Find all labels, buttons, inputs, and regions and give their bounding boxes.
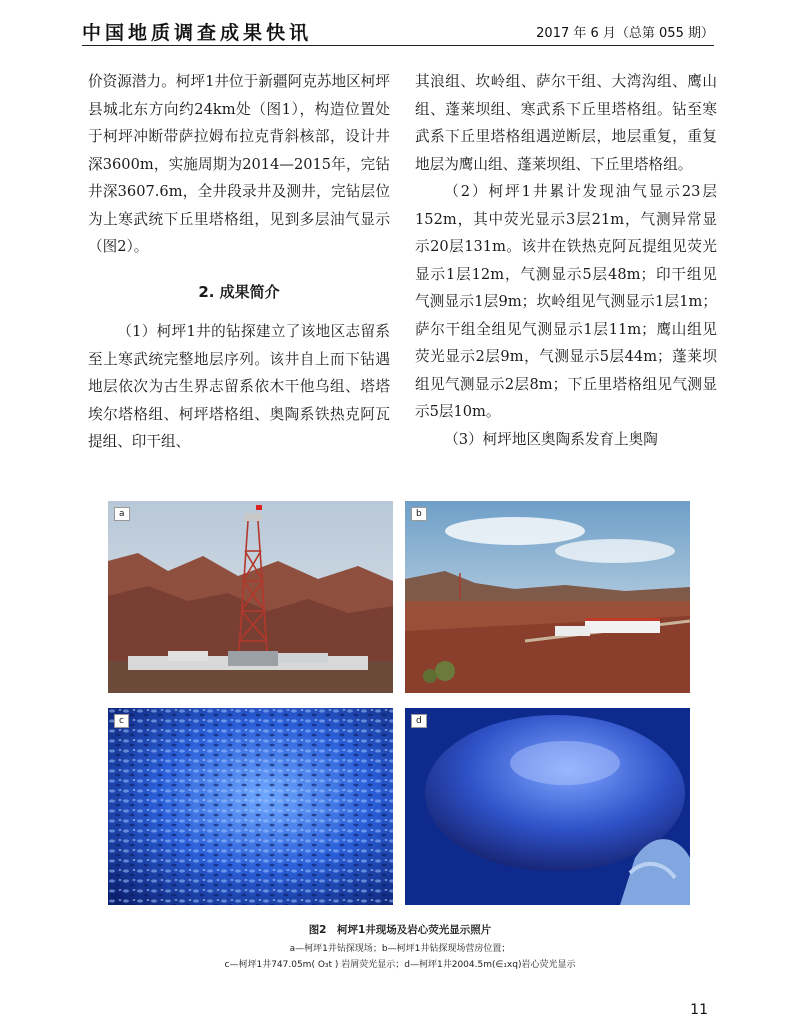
drilling-rig-illustration: [108, 501, 393, 693]
panel-c-label: c: [114, 714, 129, 728]
right-paragraph-3: （3）柯坪地区奥陶系发育上奥陶: [444, 430, 658, 448]
page-number: 11: [690, 1002, 708, 1018]
right-paragraph-1: 其浪组、坎岭组、萨尔干组、大湾沟组、鹰山组、蓬莱坝组、寒武系下丘里塔格组。钻至寒武系下丘里塔格组遇逆断层，地层重复，重复地层为鹰山组、蓬莱坝组、下丘里塔格组。: [415, 73, 717, 173]
panel-d-label: d: [411, 714, 427, 728]
figure-caption-line-2: c—柯坪1井747.05m( O₃t ) 岩屑荧光显示；d—柯坪1井2004.5m(∈₁xq)岩心荧光显示: [224, 960, 576, 970]
fluorescent-core-photo: [405, 708, 690, 905]
camp-site-illustration: [405, 501, 690, 693]
left-paragraph-1: 价资源潜力。柯坪1井位于新疆阿克苏地区柯坪县城北东方向约24km处（图1），构造位置处于柯坪冲断带萨拉姆布拉克背斜核部，设计井深3600m，实施周期为2014—2015年，完钻井深3607.6m，全井段录井及测井，完钻层位为上寒武统下丘里塔格组，见到多层油气显示（图2）。: [88, 73, 390, 255]
camp-site-photo: [405, 501, 690, 693]
drilling-rig-photo: [108, 501, 393, 693]
right-paragraph-2: （2）柯坪1井累计发现油气显示23层152m，其中荧光显示3层21m，气测异常显示20层131m。该井在铁热克阿瓦提组见荧光显示1层12m，气测显示5层48m；印干组见气测显示1层9m；坎岭组见气测显示1层1m；萨尔干组全组见气测显示1层11m；鹰山组见荧光显示2层9m，气测显示5层44m；蓬莱坝组见气测显示2层8m；下丘里塔格组见气测显示5层10m。: [415, 183, 717, 420]
issue-info: 2017 年 6 月（总第 055 期）: [536, 26, 714, 41]
right-column: [415, 68, 717, 453]
header-divider: [82, 45, 714, 46]
journal-title: 中国地质调查成果快讯: [82, 22, 313, 44]
panel-a-label: a: [114, 507, 130, 521]
fluorescent-cuttings-photo: [108, 708, 393, 905]
figure-caption-line-1: a—柯坪1井钻探现场；b—柯坪1井钻探现场营房位置；: [289, 944, 511, 954]
left-column: [88, 68, 390, 456]
left-paragraph-2: （1）柯坪1井的钻探建立了该地区志留系至上寒武统完整地层序列。该井自上而下钻遇地层依次为古生界志留系依木干他乌组、塔塔埃尔塔格组、柯坪塔格组、奥陶系铁热克阿瓦提组、印干组、: [88, 323, 390, 450]
fluorescent-cuttings-illustration: [108, 708, 393, 905]
panel-b-label: b: [411, 507, 427, 521]
section-heading: 2. 成果简介: [198, 282, 280, 301]
figure-caption-title: 图2 柯坪1井现场及岩心荧光显示照片: [308, 924, 492, 936]
fluorescent-core-illustration: [405, 708, 690, 905]
